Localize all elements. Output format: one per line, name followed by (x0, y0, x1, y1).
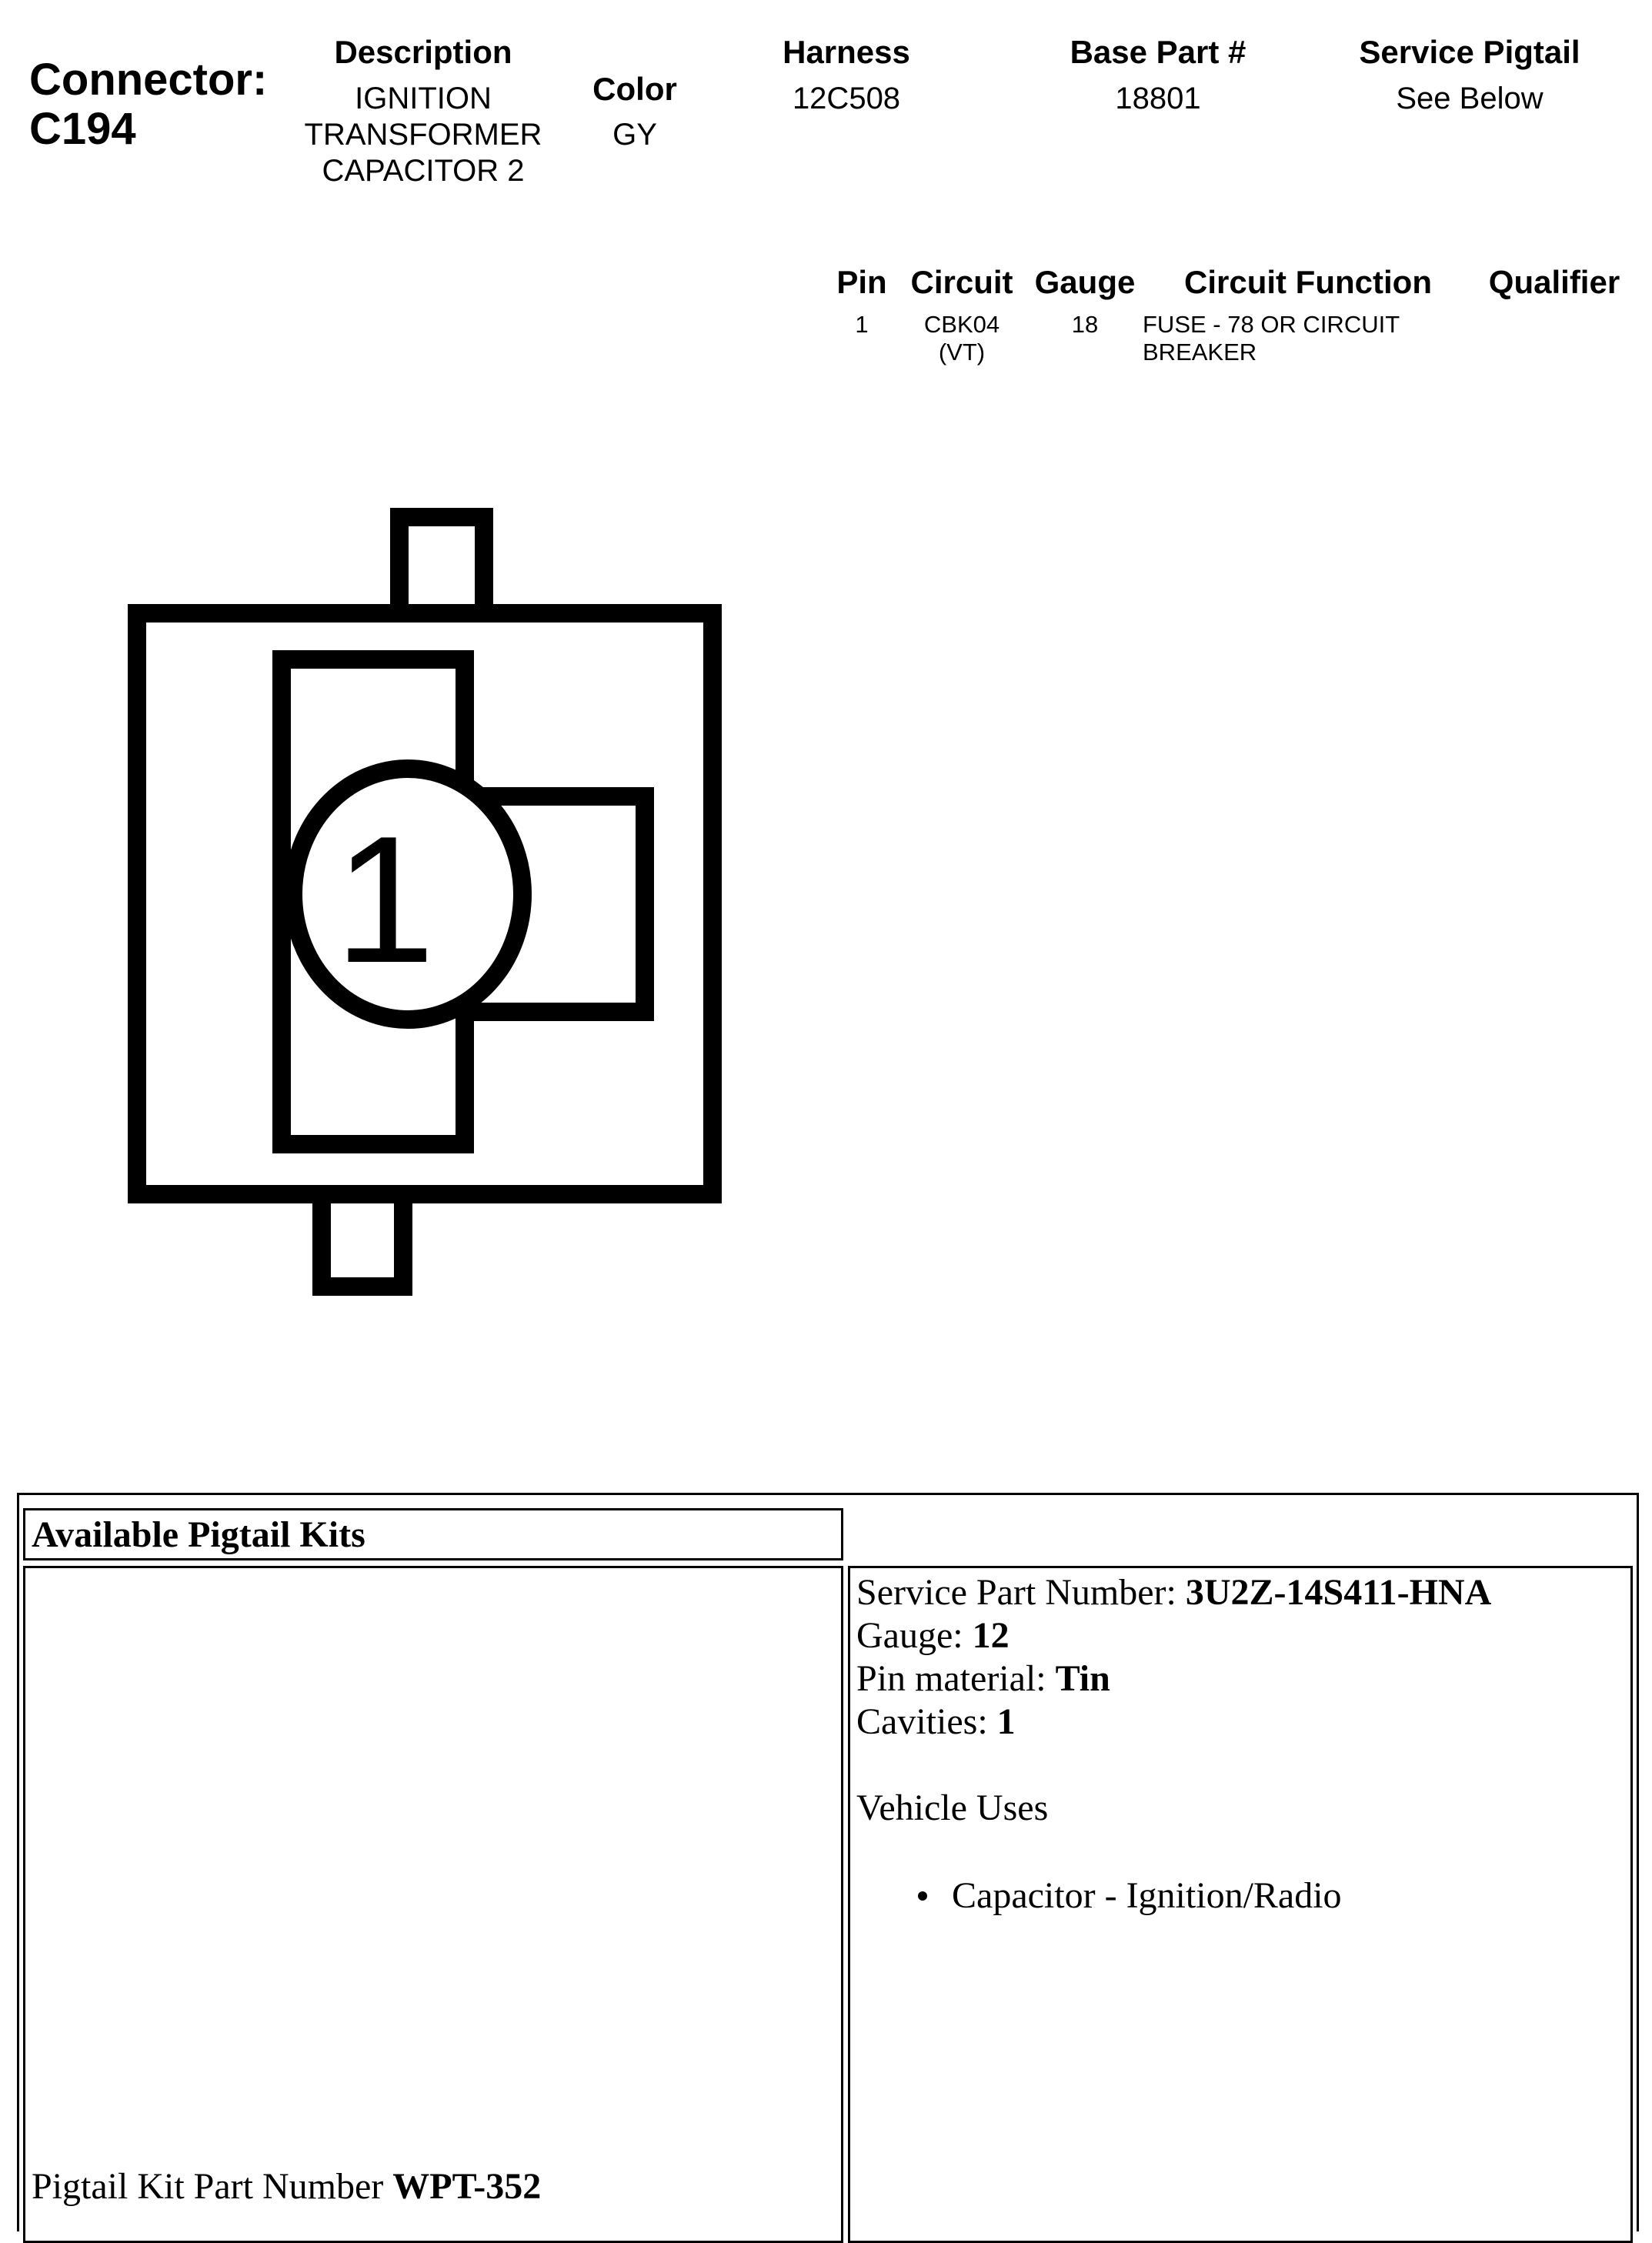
vehicle-uses-heading: Vehicle Uses (856, 1787, 1049, 1828)
pigtail-kits-title-box (23, 1508, 843, 1560)
service-part-value: 3U2Z-14S411-HNA (1185, 1572, 1492, 1613)
pigtail-kit-details-cell (848, 1566, 1633, 2243)
gauge-column-header: Gauge (1034, 264, 1136, 300)
pigtail-kit-part-label: Pigtail Kit Part Number (32, 2166, 393, 2207)
harness-header: Harness (783, 34, 910, 70)
gauge-label: Gauge: (856, 1615, 973, 1656)
bottom-latch-tab (322, 1194, 403, 1287)
pigtail-kits-title: Available Pigtail Kits (32, 1514, 365, 1555)
pin-column-header: Pin (836, 264, 887, 300)
pigtail-kit-part-number (32, 2165, 541, 2208)
qualifier-column-header: Qualifier (1488, 264, 1620, 300)
pigtail-kit-part-value: WPT-352 (392, 2166, 542, 2207)
top-latch-tab (399, 517, 484, 613)
description-line: TRANSFORMER (304, 118, 542, 152)
base-part-header: Base Part # (1070, 34, 1247, 70)
circuit-column-header: Circuit (910, 264, 1013, 300)
function-line: FUSE - 78 OR CIRCUIT (1143, 311, 1400, 338)
cavities-value: 1 (996, 1701, 1016, 1742)
color-header: Color (592, 71, 677, 107)
connector-id: C194 (29, 104, 136, 154)
pin-material-value: Tin (1055, 1658, 1110, 1699)
pin-cavity-label: 1 (334, 798, 436, 1000)
pigtail-kit-left-cell (23, 1566, 843, 2243)
service-pigtail-value: See Below (1396, 82, 1544, 115)
pin-material-row (856, 1657, 1491, 1701)
description-header: Description (334, 34, 512, 70)
cavities-label: Cavities: (856, 1701, 997, 1742)
description-line: IGNITION (355, 82, 492, 115)
pigtail-kit-details (856, 1571, 1491, 1918)
service-part-label: Service Part Number: (856, 1572, 1186, 1613)
pin-material-label: Pin material: (856, 1658, 1056, 1699)
cavities-row (856, 1701, 1491, 1744)
base-part-value: 18801 (1115, 82, 1201, 115)
circuit-line: (VT) (938, 339, 986, 365)
connector-label: Connector: (29, 55, 268, 105)
description-line: CAPACITOR 2 (322, 154, 525, 188)
service-pigtail-header: Service Pigtail (1359, 34, 1580, 70)
circuit-line: CBK04 (923, 311, 1000, 338)
circuit-function-column-header: Circuit Function (1184, 264, 1432, 300)
gauge-detail-value: 12 (972, 1615, 1010, 1656)
function-line: BREAKER (1143, 339, 1257, 365)
vehicle-use-item (952, 1874, 1491, 1918)
service-part-number (856, 1571, 1491, 1614)
gauge-value: 18 (1071, 311, 1099, 338)
vehicle-use-text: Capacitor - Ignition/Radio (952, 1875, 1342, 1916)
vehicle-uses-list (952, 1874, 1491, 1918)
gauge-row (856, 1614, 1491, 1657)
harness-value: 12C508 (792, 82, 901, 115)
pin-number: 1 (855, 311, 869, 338)
bullet-icon (918, 1891, 927, 1901)
color-value: GY (612, 118, 657, 152)
